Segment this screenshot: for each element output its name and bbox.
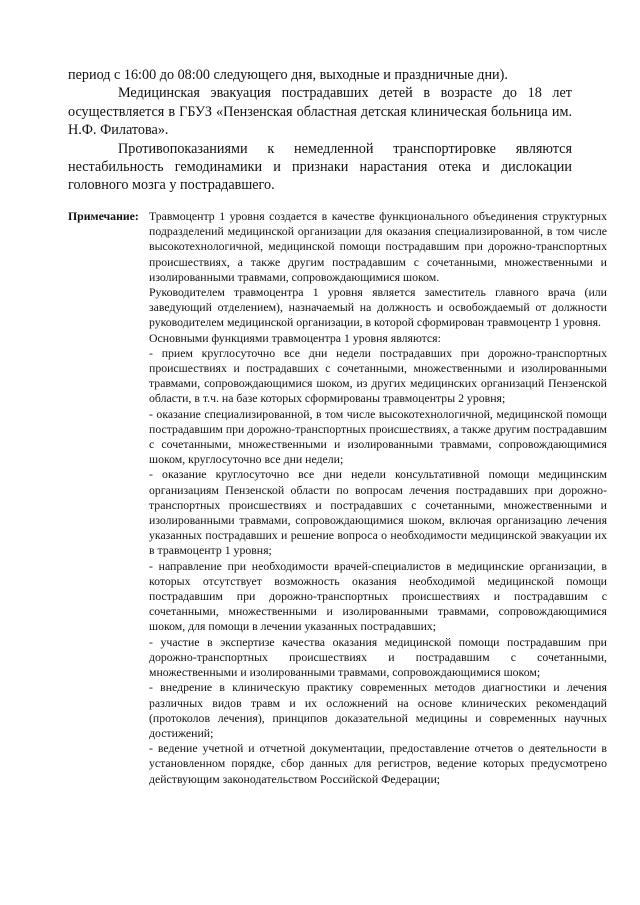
note-paragraph-head: Руководителем травмоцентра 1 уровня является заместитель главного врача (или заведующий отделением), назначаемый на должность и освобождаемый от должности руководителем медицинской организации, в которой сформирован травмоцентр 1 уровня.	[149, 285, 607, 330]
list-item: - оказание специализированной, в том числе высокотехнологичной, медицинской помощи пострадавшим при дорожно-транспортных происшествиях, а также другим пострадавшим с сочетанными, множественными и изолированными травмами, сопровождающимися шоком, круглосуточно все дни недели;	[149, 406, 607, 467]
list-item: - ведение учетной и отчетной документации, предоставление отчетов о деятельности в установленном порядке, сбор данных для регистров, ведение которых предусмотрено действующим законодательством Российской Федерации;	[149, 741, 607, 786]
list-item: - прием круглосуточно все дни недели пострадавших при дорожно-транспортных происшествиях и пострадавших с сочетанными, множественными и изолированными травмами, сопровождающимися шоком, из других медицинских организаций Пензенской области, в т.ч. на базе которых сформированы травмоцентры 2 уровня;	[149, 345, 607, 406]
list-item: - оказание круглосуточно все дни недели консультативной помощи медицинским организациям Пензенской области по вопросам лечения пострадавших при дорожно-транспортных происшествиях и пострадавших с сочетанными, множественными и изолированными травмами, сопровождающимися шоком, включая организацию лечения указанных пострадавших и решение вопроса о необходимости медицинской эвакуации их в травмоцентр 1 уровня;	[149, 467, 607, 558]
main-text	[68, 66, 572, 195]
note-paragraph-definition: Травмоцентр 1 уровня создается в качестве функционального объединения структурных подразделений медицинской организации для оказания специализированной, в том числе высокотехнологичной, медицинской помощи пострадавшим при дорожно-транспортных происшествиях, а также другим пострадавшим с сочетанными, множественными и изолированными травмами, сопровождающимися шоком.	[149, 209, 607, 284]
paragraph-children-evacuation: Медицинская эвакуация пострадавших детей в возрасте до 18 лет осуществляется в ГБУЗ «Пензенская областная детская клиническая больница им. Н.Ф. Филатова».	[68, 85, 572, 139]
list-item: - участие в экспертизе качества оказания медицинской помощи пострадавшим при дорожно-транспортных происшествиях и пострадавшим с сочетанными, множественными и изолированными травмами, сопровождающимися шоком;	[149, 634, 607, 680]
list-item: - внедрение в клиническую практику современных методов диагностики и лечения различных видов травм и их осложнений на основе клинических рекомендаций (протоколов лечения), принципов доказательной медицины и современных научных достижений;	[149, 680, 607, 740]
note-body	[149, 209, 607, 787]
paragraph-contraindications: Противопоказаниями к немедленной транспортировке являются нестабильность гемодинамики и признаки нарастания отека и дислокации головного мозга у пострадавшего.	[68, 140, 572, 194]
note-label: Примечание:	[68, 209, 139, 223]
functions-list	[149, 346, 607, 787]
paragraph-period: период с 16:00 до 08:00 следующего дня, выходные и праздничные дни).	[68, 67, 508, 83]
note-paragraph-functions-intro: Основными функциями травмоцентра 1 уровня являются:	[149, 330, 441, 345]
list-item: - направление при необходимости врачей-специалистов в медицинские организации, в которых отсутствует возможность оказания необходимой медицинской помощи пострадавшим при дорожно-транспортных происшествиях и пострадавшим с сочетанными, множественными и изолированными травмами, сопровождающимися шоком, для помощи в лечении указанных пострадавших;	[149, 558, 607, 634]
